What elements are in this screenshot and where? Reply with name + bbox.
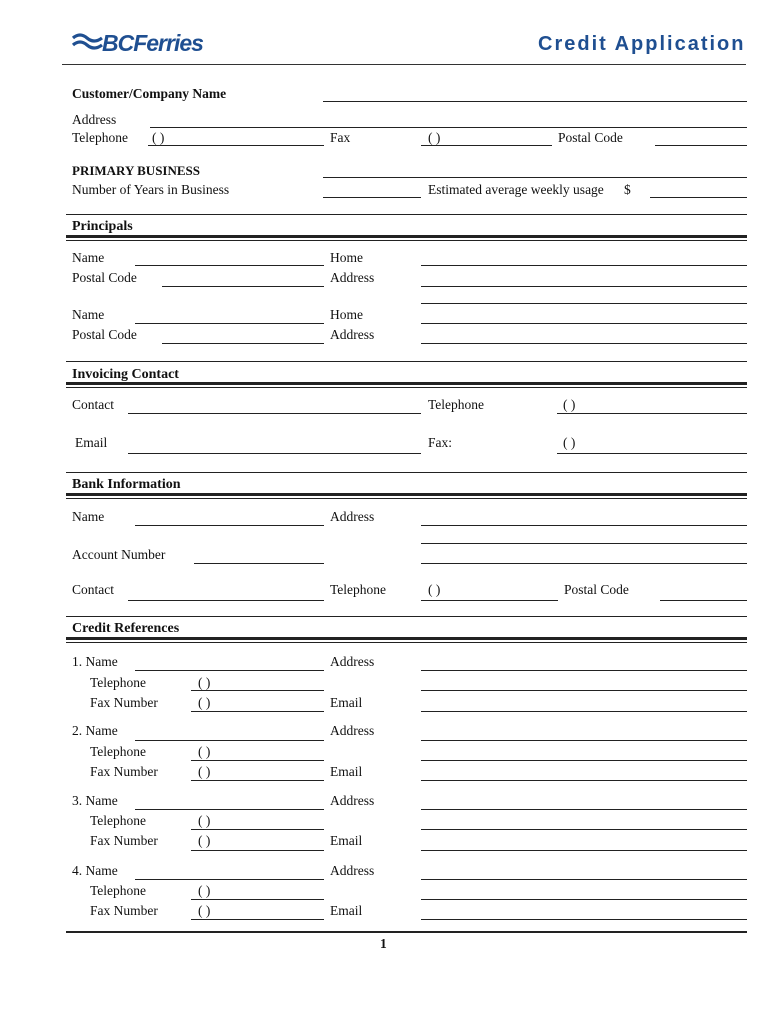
- section-rule: [66, 637, 747, 640]
- principal-1-postal-field[interactable]: [162, 286, 324, 287]
- invoicing-telephone-field[interactable]: [557, 413, 747, 414]
- section-rule: [66, 235, 747, 238]
- reference-2-telephone-field[interactable]: [191, 760, 324, 761]
- reference-3-address-line2[interactable]: [421, 829, 747, 830]
- dollar-sign: $: [624, 182, 631, 197]
- principals-heading: Principals: [72, 219, 133, 234]
- reference-2-address-label: Address: [330, 723, 375, 738]
- reference-3-name-field[interactable]: [135, 809, 324, 810]
- credit-references-heading: Credit References: [72, 621, 180, 636]
- reference-1-telephone-label: Telephone: [90, 675, 147, 690]
- bank-telephone-area: ( ): [428, 582, 441, 597]
- bank-contact-label: Contact: [72, 582, 114, 597]
- reference-4-telephone-area: ( ): [198, 883, 211, 898]
- reference-4-name-label: 4. Name: [72, 863, 118, 878]
- reference-2-fax-label: Fax Number: [90, 764, 158, 779]
- fax-field[interactable]: [421, 145, 552, 146]
- bank-postal-field[interactable]: [660, 600, 747, 601]
- reference-1-email-field[interactable]: [421, 711, 747, 712]
- reference-4-address-label: Address: [330, 863, 375, 878]
- weekly-usage-label: Estimated average weekly usage: [428, 182, 604, 197]
- reference-1-address-field[interactable]: [421, 670, 747, 671]
- primary-business-field[interactable]: [323, 177, 747, 178]
- invoicing-email-field[interactable]: [128, 453, 421, 454]
- bank-contact-field[interactable]: [128, 600, 324, 601]
- principal-2-address-label: Address: [330, 327, 375, 342]
- reference-3-name-label: 3. Name: [72, 793, 118, 808]
- reference-3-address-field[interactable]: [421, 809, 747, 810]
- reference-1-fax-area: ( ): [198, 695, 211, 710]
- reference-4-name-field[interactable]: [135, 879, 324, 880]
- footer-rule: [66, 931, 747, 933]
- bank-name-label: Name: [72, 509, 105, 524]
- invoicing-fax-label: Fax:: [428, 435, 453, 450]
- bank-address-line3[interactable]: [421, 563, 747, 564]
- invoicing-heading: Invoicing Contact: [72, 367, 179, 382]
- section-rule: [66, 498, 747, 499]
- reference-2-telephone-label: Telephone: [90, 744, 147, 759]
- postal-code-field[interactable]: [655, 145, 747, 146]
- reference-3-email-label: Email: [330, 833, 363, 848]
- principal-1-home-label: Home: [330, 250, 363, 265]
- section-rule: [66, 214, 747, 215]
- principal-2-name-label: Name: [72, 307, 105, 322]
- fax-label: Fax: [330, 130, 351, 145]
- reference-4-fax-field[interactable]: [191, 919, 324, 920]
- reference-3-telephone-label: Telephone: [90, 813, 147, 828]
- invoicing-telephone-area: ( ): [563, 397, 576, 412]
- page-number: 1: [380, 936, 387, 951]
- principal-2-home-field[interactable]: [421, 323, 747, 324]
- reference-4-telephone-label: Telephone: [90, 883, 147, 898]
- bank-address-line2[interactable]: [421, 543, 747, 544]
- reference-4-fax-area: ( ): [198, 903, 211, 918]
- reference-4-email-label: Email: [330, 903, 363, 918]
- bank-telephone-field[interactable]: [421, 600, 558, 601]
- bank-telephone-label: Telephone: [330, 582, 387, 597]
- section-rule: [66, 493, 747, 496]
- reference-3-fax-area: ( ): [198, 833, 211, 848]
- bcferries-logo: BCFerries: [102, 30, 203, 56]
- reference-1-fax-field[interactable]: [191, 711, 324, 712]
- invoicing-email-label: Email: [75, 435, 108, 450]
- reference-2-name-field[interactable]: [135, 740, 324, 741]
- address-field[interactable]: [150, 127, 747, 128]
- section-rule: [66, 642, 747, 643]
- invoicing-fax-field[interactable]: [557, 453, 747, 454]
- reference-3-telephone-field[interactable]: [191, 829, 324, 830]
- reference-2-name-label: 2. Name: [72, 723, 118, 738]
- principal-2-postal-label: Postal Code: [72, 327, 137, 342]
- telephone-label: Telephone: [72, 130, 129, 145]
- section-rule: [66, 616, 747, 617]
- principal-2-postal-field[interactable]: [162, 343, 324, 344]
- bank-heading: Bank Information: [72, 477, 181, 492]
- reference-3-fax-field[interactable]: [191, 850, 324, 851]
- section-rule: [66, 240, 747, 241]
- invoicing-fax-area: ( ): [563, 435, 576, 450]
- reference-4-fax-label: Fax Number: [90, 903, 158, 918]
- principal-2-address-field[interactable]: [421, 343, 747, 344]
- address-label: Address: [72, 112, 117, 127]
- primary-business-label: PRIMARY BUSINESS: [72, 163, 201, 178]
- reference-2-email-field[interactable]: [421, 780, 747, 781]
- principal-1-home-field[interactable]: [421, 265, 747, 266]
- principal-1-address-line2[interactable]: [421, 303, 747, 304]
- reference-2-address-line2[interactable]: [421, 760, 747, 761]
- principal-1-postal-label: Postal Code: [72, 270, 137, 285]
- reference-2-fax-field[interactable]: [191, 780, 324, 781]
- postal-code-label: Postal Code: [558, 130, 623, 145]
- principal-2-name-field[interactable]: [135, 323, 324, 324]
- reference-1-telephone-area: ( ): [198, 675, 211, 690]
- reference-4-address-line2[interactable]: [421, 899, 747, 900]
- fax-area-code: ( ): [428, 130, 441, 145]
- reference-2-address-field[interactable]: [421, 740, 747, 741]
- principal-1-name-field[interactable]: [135, 265, 324, 266]
- reference-1-telephone-field[interactable]: [191, 690, 324, 691]
- company-name-field[interactable]: [323, 101, 747, 102]
- reference-2-email-label: Email: [330, 764, 363, 779]
- reference-1-name-field[interactable]: [135, 670, 324, 671]
- reference-3-fax-label: Fax Number: [90, 833, 158, 848]
- reference-4-address-field[interactable]: [421, 879, 747, 880]
- reference-1-name-label: 1. Name: [72, 654, 118, 669]
- bcferries-wave-icon: [72, 30, 104, 52]
- weekly-usage-field[interactable]: [650, 197, 747, 198]
- invoicing-telephone-label: Telephone: [428, 397, 485, 412]
- account-number-label: Account Number: [72, 547, 166, 562]
- invoicing-contact-label: Contact: [72, 397, 114, 412]
- principal-1-address-label: Address: [330, 270, 375, 285]
- telephone-field[interactable]: [148, 145, 324, 146]
- bank-postal-label: Postal Code: [564, 582, 629, 597]
- bank-address-label: Address: [330, 509, 375, 524]
- reference-4-telephone-field[interactable]: [191, 899, 324, 900]
- reference-3-email-field[interactable]: [421, 850, 747, 851]
- telephone-area-code: ( ): [152, 130, 165, 145]
- principal-2-home-label: Home: [330, 307, 363, 322]
- bank-name-field[interactable]: [135, 525, 324, 526]
- reference-1-email-label: Email: [330, 695, 363, 710]
- account-number-field[interactable]: [194, 563, 324, 564]
- section-rule: [66, 361, 747, 362]
- reference-4-email-field[interactable]: [421, 919, 747, 920]
- reference-1-fax-label: Fax Number: [90, 695, 158, 710]
- years-in-business-label: Number of Years in Business: [72, 182, 230, 197]
- principal-1-name-label: Name: [72, 250, 105, 265]
- section-rule: [66, 382, 747, 385]
- section-rule: [66, 387, 747, 388]
- reference-2-telephone-area: ( ): [198, 744, 211, 759]
- principal-1-address-field[interactable]: [421, 286, 747, 287]
- invoicing-contact-field[interactable]: [128, 413, 421, 414]
- reference-2-fax-area: ( ): [198, 764, 211, 779]
- reference-3-address-label: Address: [330, 793, 375, 808]
- header-rule: [62, 64, 746, 65]
- bank-address-field[interactable]: [421, 525, 747, 526]
- company-name-label: Customer/Company Name: [72, 86, 227, 101]
- reference-1-address-label: Address: [330, 654, 375, 669]
- reference-1-address-line2[interactable]: [421, 690, 747, 691]
- page-title: Credit Application: [538, 33, 746, 55]
- reference-3-telephone-area: ( ): [198, 813, 211, 828]
- years-in-business-field[interactable]: [323, 197, 421, 198]
- section-rule: [66, 472, 747, 473]
